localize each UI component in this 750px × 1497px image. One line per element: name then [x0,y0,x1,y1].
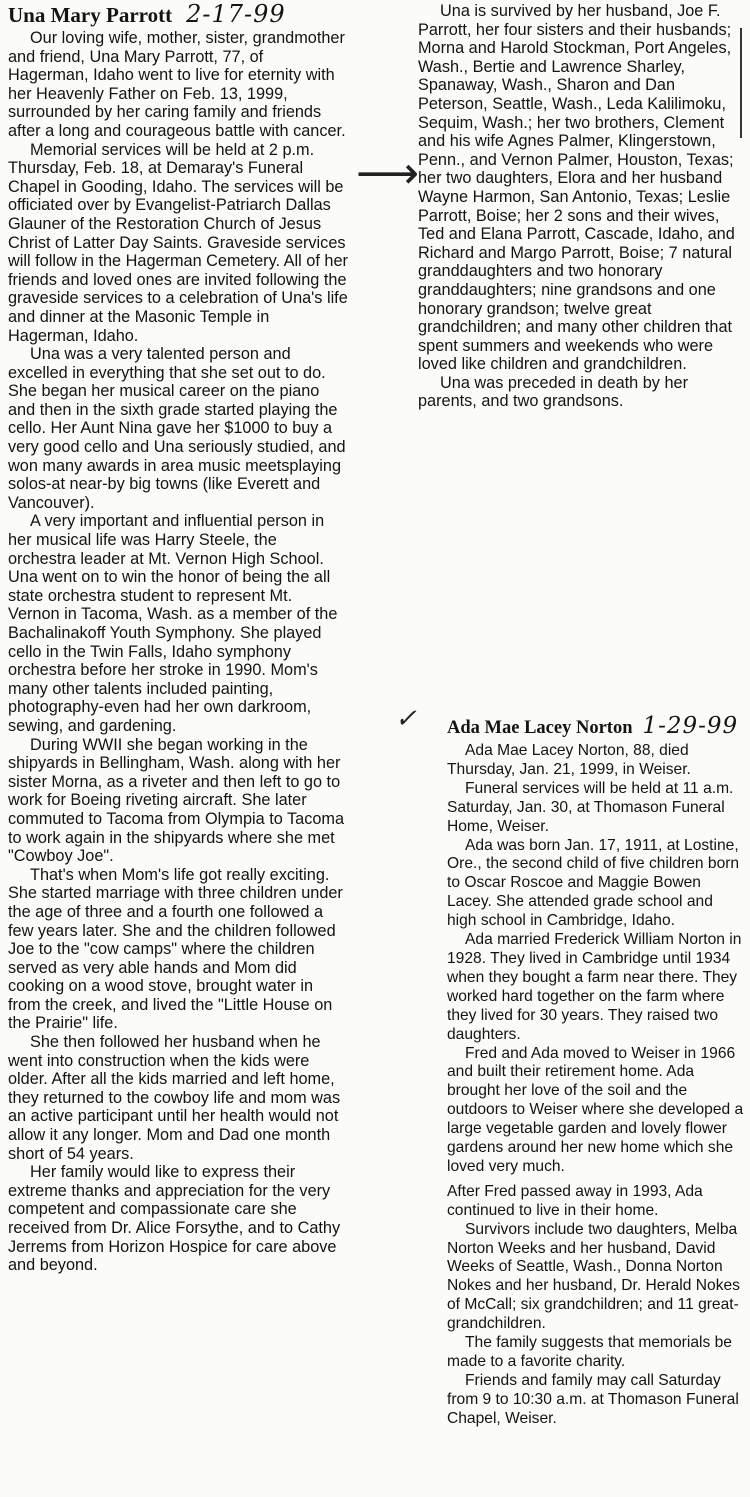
paragraph: During WWII she began working in the shipyards in Bellingham, Wash. along with her sister Morna, as a riveter and then left to go to work for Boeing riveting aircraft. She later commuted to Tacoma from Olympia to Tacoma to work again in the shipyards where she met "Cowboy Joe". [8,735,345,866]
paragraph: Memorial services will be held at 2 p.m. Thursday, Feb. 18, at Demaray's Funeral Chapel in Gooding, Idaho. The services will be officiated over by Evangelist-Patriarch Dallas Glauner of the Restoration Church of Jesus Christ of Latter Day Saints. Graveside services will follow in the Hagerman Cemetery. All of her friends and loved ones are invited following the graveside services to a celebration of Una's life and dinner at the Masonic Temple in Hagerman, Idaho. [8,140,348,345]
paragraph: She then followed her husband when he went into construction when the kids were older. After all the kids married and left home, they returned to the cowboy life and mom was an active participant until her health would not allow it any longer. Mom and Dad one month short of 54 years. [8,1033,341,1163]
obituary-name: Una Mary Parrott [8,3,173,27]
handwritten-date: 1-29-99 [642,713,739,739]
paragraph: Una was preceded in death by her parents, and two grandsons. [418,373,688,411]
column-rule [740,28,742,138]
paragraph: Her family would like to express their extreme thanks and appreciation for the very competent and compassionate care she received from Dr. Alice Forsythe, and to Cathy Jerrems from Horizon Hospice for care above and beyond. [8,1163,341,1275]
obituary-name: Ada Mae Lacey Norton [447,718,633,738]
paragraph: Una is survived by her husband, Joe F. Parrott, her four sisters and their husbands; Morna and Harold Stockman, Port Angeles, Wash., Bertie and Lawrence Sharley, Spanaway, Wash., Sharon and Dan Peterson, Seattle, Wash., Leda Kalilimoku, Sequim, Wash.; her two brothers, Clement and his wife Agnes Palmer, Klingerstown, Penn., and Vernon Palmer, Houston, Texas; her two daughters, Elora and her husband Wayne Harmon, San Antonio, Texas; Leslie Parrott, Boise; her 2 sons and their wives, Ted and Elana Parrott, Cascade, Idaho, and Richard and Margo Parrott, Boise; 7 natural granddaughters and two honorary granddaughters; nine grandsons and one honorary grandson; twelve great grandchildren; and many other children that spent summers and weekends who were loved like children and grandchildren. [418,2,735,374]
paragraph: Ada was born Jan. 17, 1911, at Lostine, Ore., the second child of five children born to Oscar Roscoe and Maggie Bowen Lacey. She attended grade school and high school in Cambridge, Idaho. [447,836,740,930]
paragraph: After Fred passed away in 1993, Ada continued to live in their home. [447,1182,703,1219]
paragraph: Ada married Frederick William Norton in 1928. They lived in Cambridge until 1934 when they bought a farm near there. They worked hard together on the farm where they lived for 30 years. They raised two daughters. [447,931,742,1043]
paragraph: Fred and Ada moved to Weiser in 1966 and built their retirement home. Ada brought her love of the soil and the outdoors to Weiser where she developed a large vegetable garden and lovely flower gardens around her new home which she loved very much. [447,1044,744,1175]
paragraph: Funeral services will be held at 11 a.m. Saturday, Jan. 30, at Thomason Funeral Home, Weiser. [447,779,734,835]
paragraph: Una was a very talented person and excelled in everything that she set out to do. She began her musical career on the piano and then in the sixth grade started playing the cello. Her Aunt Nina gave her $1000 to buy a very good cello and Una seriously studied, and won many awards in area music meetsplaying solos-at near-by big towns (like Everett and Vancouver). [8,345,346,512]
paragraph: Friends and family may call Saturday from 9 to 10:30 a.m. at Thomason Funeral Chapel, Weiser. [447,1371,739,1427]
paragraph: Our loving wife, mother, sister, grandmother and friend, Una Mary Parrott, 77, of Hagerman, Idaho went to live for eternity with her Heavenly Father on Feb. 13, 1999, surrounded by her caring family and friends after a long and courageous battle with cancer. [8,29,346,140]
paragraph: The family suggests that memorials be made to a favorite charity. [447,1334,732,1370]
paragraph: Survivors include two daughters, Melba Norton Weeks and her husband, David Weeks of Seattle, Wash., Donna Norton Nokes and her husband, Dr. Herald Nokes of McCall; six grandchildren; and 11 great-grandchildren. [447,1220,740,1333]
obituary-una-parrott [8,0,348,1275]
paragraph: A very important and influential person in her musical life was Harry Steele, the orchestra leader at Mt. Vernon High School. Una went on to win the honor of being the all state orchestra student to represent Mt. Vernon in Tacoma, Wash. as a member of the Bachalinakoff Youth Symphony. She played cello in the Twin Falls, Idaho symphony orchestra before her stroke in 1990. Mom's many other talents included painting, photography-even had her own darkroom, sewing, and gardening. [8,512,338,735]
handwritten-check-icon: ✓ [395,704,417,734]
paragraph: Ada Mae Lacey Norton, 88, died Thursday, Jan. 21, 1999, in Weiser. [447,742,691,778]
handwritten-arrow-icon: ⟶ [356,148,420,199]
obituary-una-continued [418,2,740,411]
handwritten-date: 2-17-99 [186,0,286,28]
paragraph: That's when Mom's life got really exciting. She started marriage with three children under the age of three and a fourth one followed a few years later. She and the children followed Joe to the "cow camps" where the children served as very able hands and Mom did cooking on a wood stove, brought water in from the creek, and lived the "Little House on the Prairie" life. [8,865,343,1033]
obituary-headline [8,0,348,29]
obituary-ada-norton [447,712,745,1429]
obituary-headline [447,712,745,742]
